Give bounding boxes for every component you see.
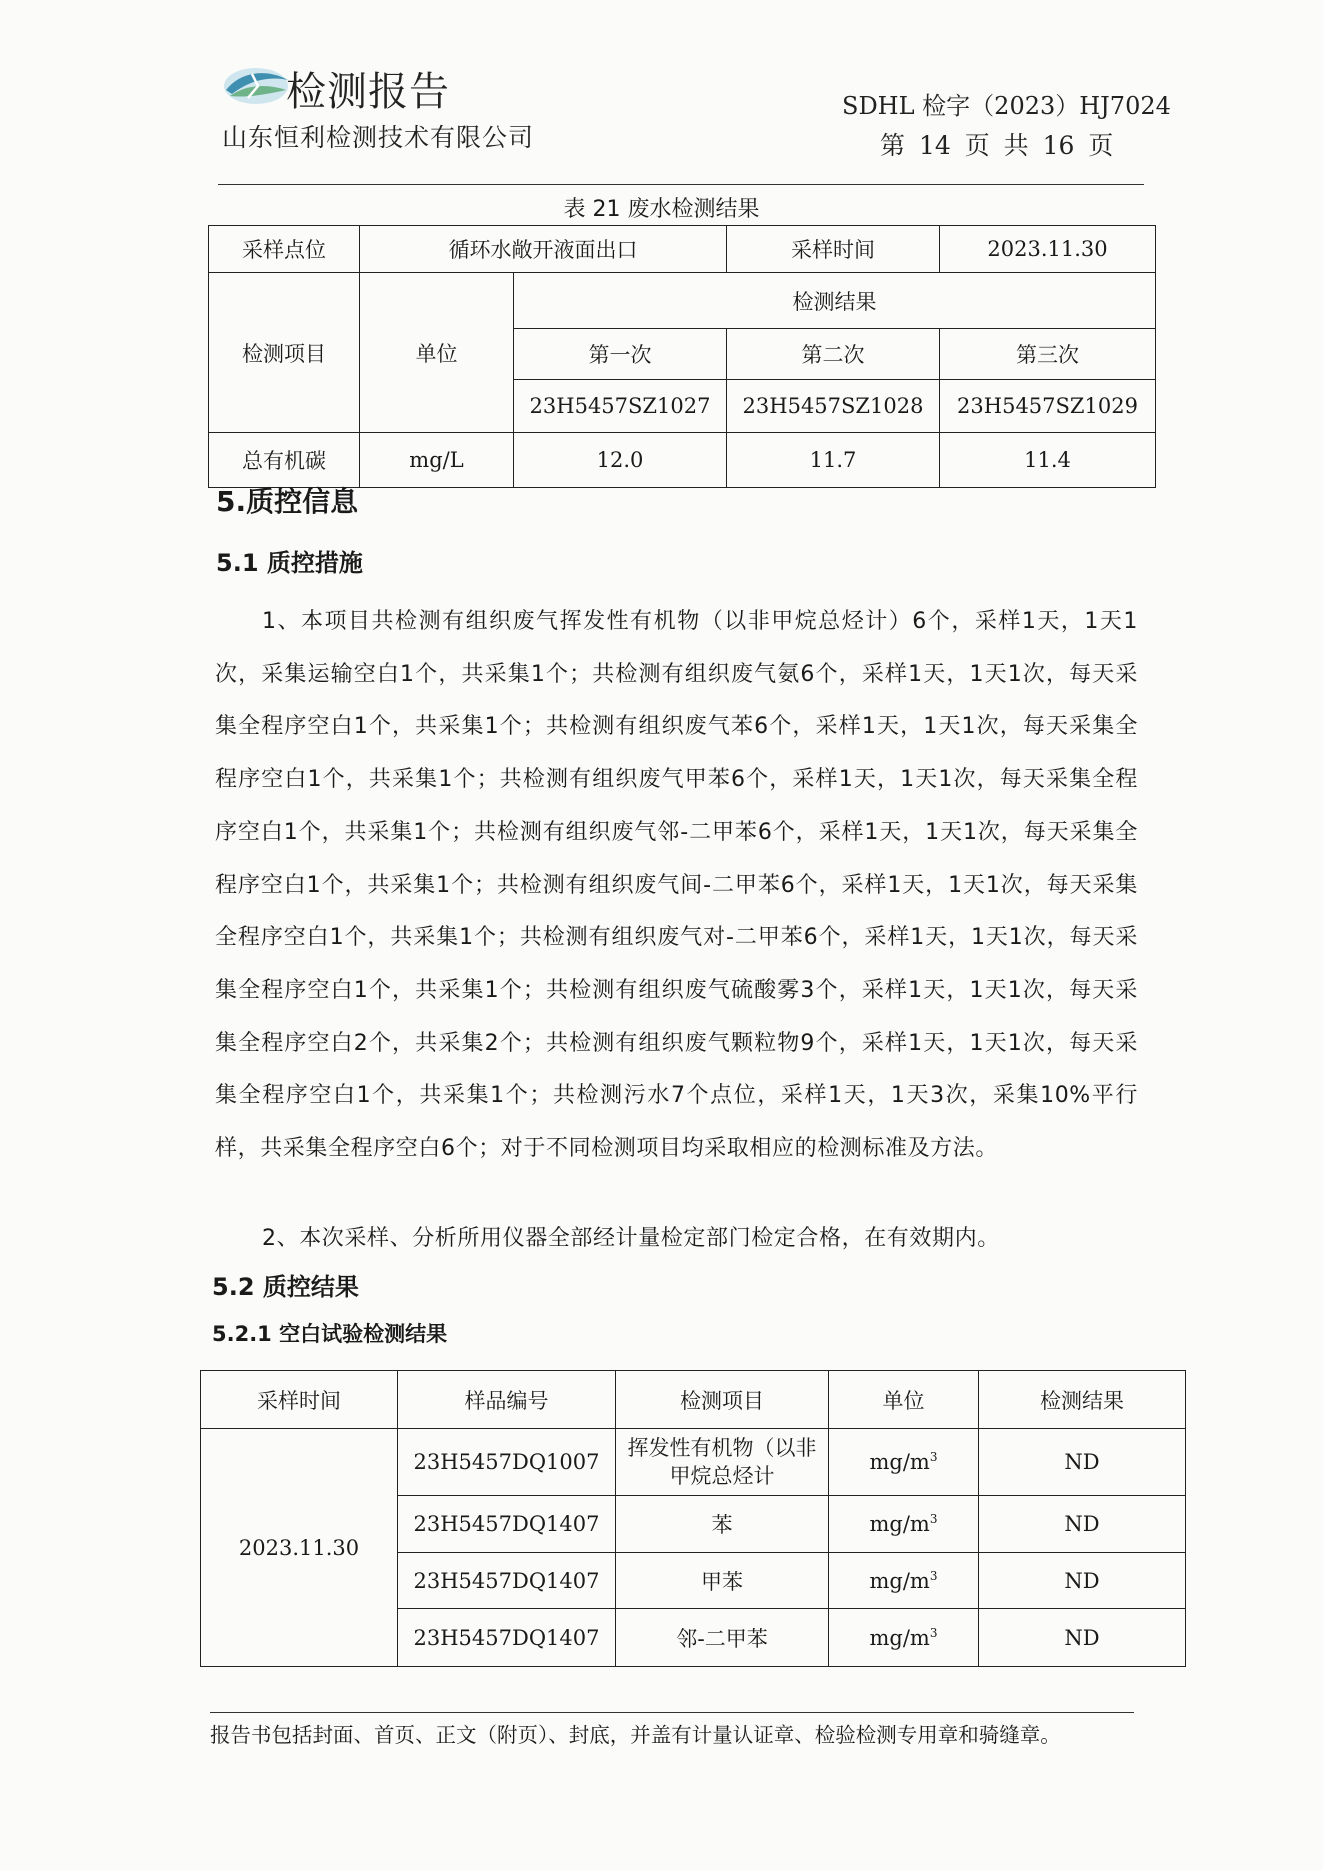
document-title: 检测报告 bbox=[286, 69, 450, 115]
table-row bbox=[209, 273, 1156, 329]
value-cell: 11.4 bbox=[940, 433, 1156, 488]
report-number: SDHL 检字（2023）HJ7024 bbox=[842, 92, 1171, 120]
col-header-result: 检测结果 bbox=[979, 1371, 1186, 1429]
round-1-header: 第一次 bbox=[514, 329, 727, 380]
company-name: 山东恒利检测技术有限公司 bbox=[222, 123, 535, 152]
header-divider bbox=[218, 184, 1144, 185]
item-header: 检测项目 bbox=[209, 273, 360, 433]
round-3-header: 第三次 bbox=[940, 329, 1156, 380]
table-row bbox=[209, 226, 1156, 273]
sampling-point-value: 循环水敞开液面出口 bbox=[360, 226, 727, 273]
round-2-header: 第二次 bbox=[727, 329, 940, 380]
unit-cell: $mg/m^3$ bbox=[829, 1429, 979, 1496]
sample-id-cell: 23H5457DQ1007 bbox=[398, 1429, 616, 1496]
footer-note: 报告书包括封面、首页、正文（附页）、封底，并盖有计量认证章、检验检测专用章和骑缝章。 bbox=[210, 1723, 1061, 1747]
table21-caption: 表 21 废水检测结果 bbox=[563, 197, 760, 222]
value-cell: 12.0 bbox=[514, 433, 727, 488]
section-5-2-title: 5.2 质控结果 bbox=[212, 1273, 359, 1301]
col-header-unit: 单位 bbox=[829, 1371, 979, 1429]
section-5-1-title: 5.1 质控措施 bbox=[216, 549, 363, 577]
table-row bbox=[201, 1429, 1186, 1496]
col-header-item: 检测项目 bbox=[616, 1371, 829, 1429]
sampling-date-cell: 2023.11.30 bbox=[201, 1429, 398, 1667]
result-cell: ND bbox=[979, 1609, 1186, 1667]
page-indicator: 第 14 页 共 16 页 bbox=[880, 131, 1114, 160]
result-cell: ND bbox=[979, 1553, 1186, 1609]
unit-cell: $mg/m^3$ bbox=[829, 1553, 979, 1609]
footer-divider bbox=[210, 1712, 1134, 1713]
result-cell: ND bbox=[979, 1429, 1186, 1496]
sample-id-cell: 23H5457DQ1407 bbox=[398, 1496, 616, 1553]
item-cell: 苯 bbox=[616, 1496, 829, 1553]
company-logo-icon bbox=[222, 64, 292, 108]
unit-header: 单位 bbox=[360, 273, 514, 433]
section-5-2-1-title: 5.2.1 空白试验检测结果 bbox=[212, 1322, 448, 1346]
sample-id-1: 23H5457SZ1027 bbox=[514, 380, 727, 433]
col-header-sampling-time: 采样时间 bbox=[201, 1371, 398, 1429]
sampling-time-label: 采样时间 bbox=[727, 226, 940, 273]
sampling-time-value: 2023.11.30 bbox=[940, 226, 1156, 273]
item-cell: 总有机碳 bbox=[209, 433, 360, 488]
value-cell: 11.7 bbox=[727, 433, 940, 488]
table-header-row bbox=[201, 1371, 1186, 1429]
unit-cell: $mg/m^3$ bbox=[829, 1609, 979, 1667]
item-cell: 甲苯 bbox=[616, 1553, 829, 1609]
unit-cell: $mg/m^3$ bbox=[829, 1496, 979, 1553]
sample-id-cell: 23H5457DQ1407 bbox=[398, 1553, 616, 1609]
sample-id-3: 23H5457SZ1029 bbox=[940, 380, 1156, 433]
unit-cell: mg/L bbox=[360, 433, 514, 488]
qc-measures-paragraph-1: 1、本项目共检测有组织废气挥发性有机物（以非甲烷总烃计）6个，采样1天，1天1次，采集运输空白1个，共采集1个；共检测有组织废气氨6个，采样1天，1天1次，每天采集全程序空白1个，共采集1个；共检测有组织废气苯6个，采样1天，1天1次，每天采集全程序空白1个，共采集1个；共检测有组织废气甲苯6个，采样1天，1天1次，每天采集全程序空白1个，共采集1个；共检测有组织废气邻-二甲苯6个，采样1天，1天1次，每天采集全程序空白1个，共采集1个；共检测有组织废气间-二甲苯6个，采样1天，1天1次，每天采集全程序空白1个，共采集1个；共检测有组织废气对-二甲苯6个，采样1天，1天1次，每天采集全程序空白1个，共采集1个；共检测有组织废气硫酸雾3个，采样1天，1天1次，每天采集全程序空白2个，共采集2个；共检测有组织废气颗粒物9个，采样1天，1天1次，每天采集全程序空白1个，共采集1个；共检测污水7个点位，采样1天，1天3次，采集10%平行样，共采集全程序空白6个；对于不同检测项目均采取相应的检测标准及方法。 bbox=[215, 609, 1138, 1162]
sampling-point-label: 采样点位 bbox=[209, 226, 360, 273]
col-header-sample-id: 样品编号 bbox=[398, 1371, 616, 1429]
section-5-title: 5.质控信息 bbox=[216, 485, 359, 518]
result-header: 检测结果 bbox=[514, 273, 1156, 329]
wastewater-results-table bbox=[208, 225, 1156, 488]
qc-measures-paragraph-2: 2、本次采样、分析所用仪器全部经计量检定部门检定合格，在有效期内。 bbox=[262, 1226, 1000, 1251]
result-cell: ND bbox=[979, 1496, 1186, 1553]
sample-id-2: 23H5457SZ1028 bbox=[727, 380, 940, 433]
item-cell: 挥发性有机物（以非甲烷总烃计 bbox=[616, 1429, 829, 1496]
sample-id-cell: 23H5457DQ1407 bbox=[398, 1609, 616, 1667]
item-cell: 邻-二甲苯 bbox=[616, 1609, 829, 1667]
blank-test-results-table bbox=[200, 1370, 1186, 1667]
